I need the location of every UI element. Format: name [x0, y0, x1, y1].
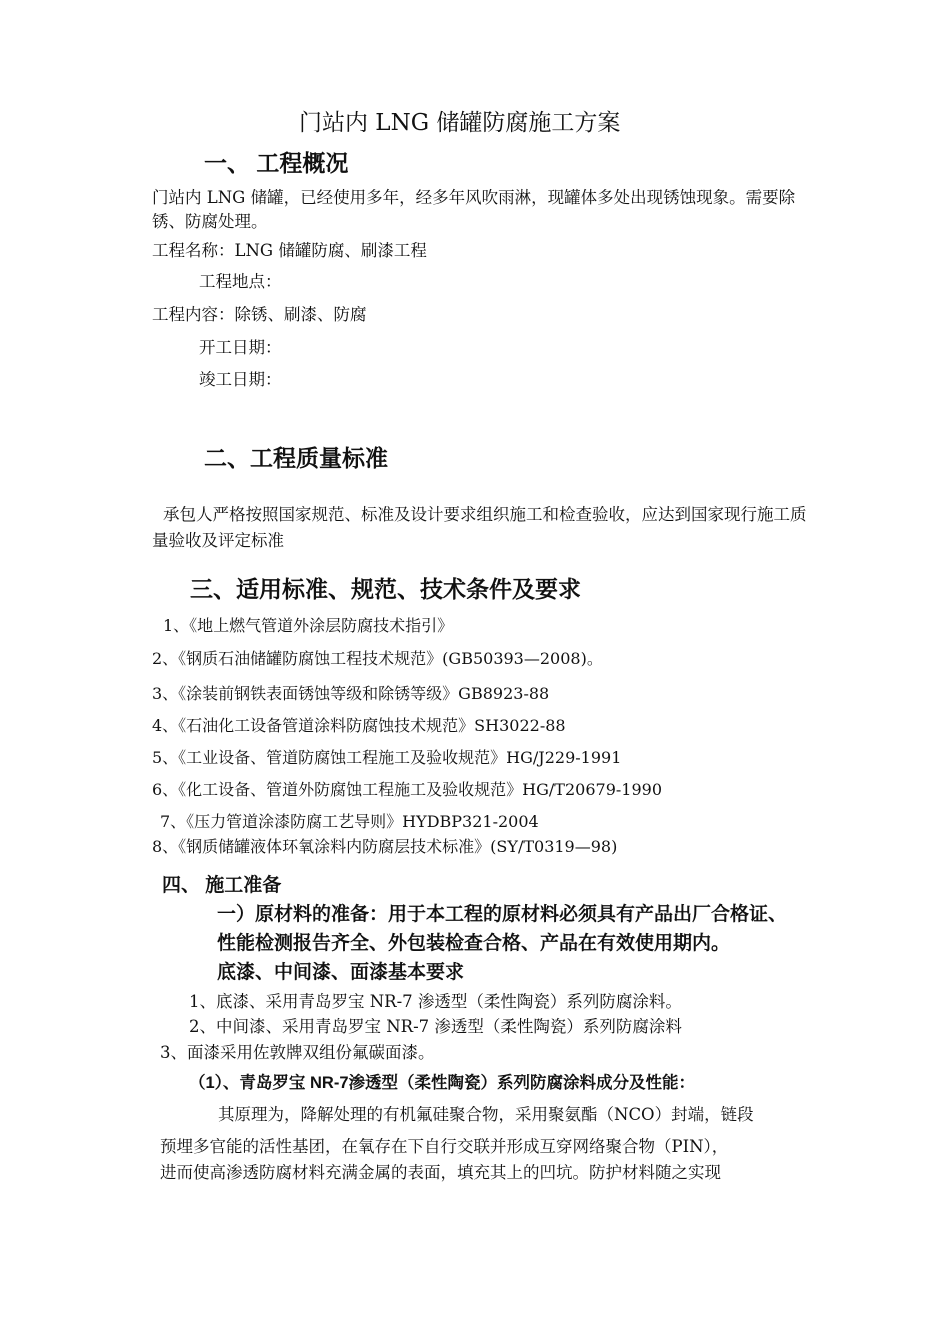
composition-heading: （1）、青岛罗宝 NR-7渗透型（柔性陶瓷）系列防腐涂料成分及性能： [189, 1074, 696, 1092]
project-name: 工程名称：LNG 储罐防腐、刷漆工程 [152, 241, 427, 260]
section-2-paragraph-line-2: 量验收及评定标准 [152, 531, 284, 550]
section-1-paragraph-line-1: 门站内 LNG 储罐，已经使用多年，经多年风吹雨淋，现罐体多处出现锈蚀现象。需要除 [152, 188, 796, 207]
paint-item-3: 3、面漆采用佐敦牌双组份氟碳面漆。 [160, 1043, 435, 1062]
section-3-heading: 三、适用标准、规范、技术条件及要求 [190, 576, 581, 602]
start-date: 开工日期： [199, 338, 282, 357]
document-title: 门站内 LNG 储罐防腐施工方案 [299, 110, 621, 136]
standard-item-4: 4、《石油化工设备管道涂料防腐蚀技术规范》SH3022-88 [152, 716, 566, 735]
standard-item-6: 6、《化工设备、管道外防腐蚀工程施工及验收规范》HG/T20679-1990 [152, 780, 663, 799]
raw-material-line-1: 一）原材料的准备：用于本工程的原材料必须具有产品出厂合格证、 [217, 904, 788, 925]
section-2-paragraph-line-1: 承包人严格按照国家规范、标准及设计要求组织施工和检查验收，应达到国家现行施工质 [163, 505, 807, 524]
completion-date: 竣工日期： [199, 370, 282, 389]
section-4-heading: 四、 施工准备 [162, 875, 282, 896]
standard-item-1: 1、《地上燃气管道外涂层防腐技术指引》 [163, 616, 454, 635]
paint-item-2: 2、中间漆、采用青岛罗宝 NR-7 渗透型（柔性陶瓷）系列防腐涂料 [189, 1017, 682, 1036]
project-content: 工程内容：除锈、刷漆、防腐 [152, 305, 367, 324]
standard-item-5: 5、《工业设备、管道防腐蚀工程施工及验收规范》HG/J229-1991 [152, 748, 622, 767]
principle-line-1: 其原理为，降解处理的有机氟硅聚合物，采用聚氨酯（NCO）封端，链段 [218, 1105, 754, 1124]
standard-item-2: 2、《钢质石油储罐防腐蚀工程技术规范》(GB50393—2008)。 [152, 649, 603, 668]
project-location: 工程地点： [199, 272, 282, 291]
raw-material-line-2: 性能检测报告齐全、外包装检查合格、产品在有效使用期内。 [217, 933, 731, 954]
standard-item-8: 8、《钢质储罐液体环氧涂料内防腐层技术标准》(SY/T0319—98) [152, 837, 618, 856]
principle-line-3: 进而使高渗透防腐材料充满金属的表面，填充其上的凹坑。防护材料随之实现 [160, 1163, 721, 1182]
standard-item-3: 3、《涂装前钢铁表面锈蚀等级和除锈等级》GB8923-88 [152, 684, 550, 703]
principle-line-2: 预埋多官能的活性基团，在氧存在下自行交联并形成互穿网络聚合物（PIN）， [160, 1137, 729, 1156]
paint-item-1: 1、底漆、采用青岛罗宝 NR-7 渗透型（柔性陶瓷）系列防腐涂料。 [189, 992, 682, 1011]
section-2-heading: 二、工程质量标准 [204, 445, 388, 471]
section-1-paragraph-line-2: 锈、防腐处理。 [152, 212, 268, 231]
section-1-heading: 一、 工程概况 [204, 150, 349, 176]
standard-item-7: 7、《压力管道涂漆防腐工艺导则》HYDBP321-2004 [160, 812, 539, 831]
paint-requirements-heading: 底漆、中间漆、面漆基本要求 [217, 962, 465, 983]
